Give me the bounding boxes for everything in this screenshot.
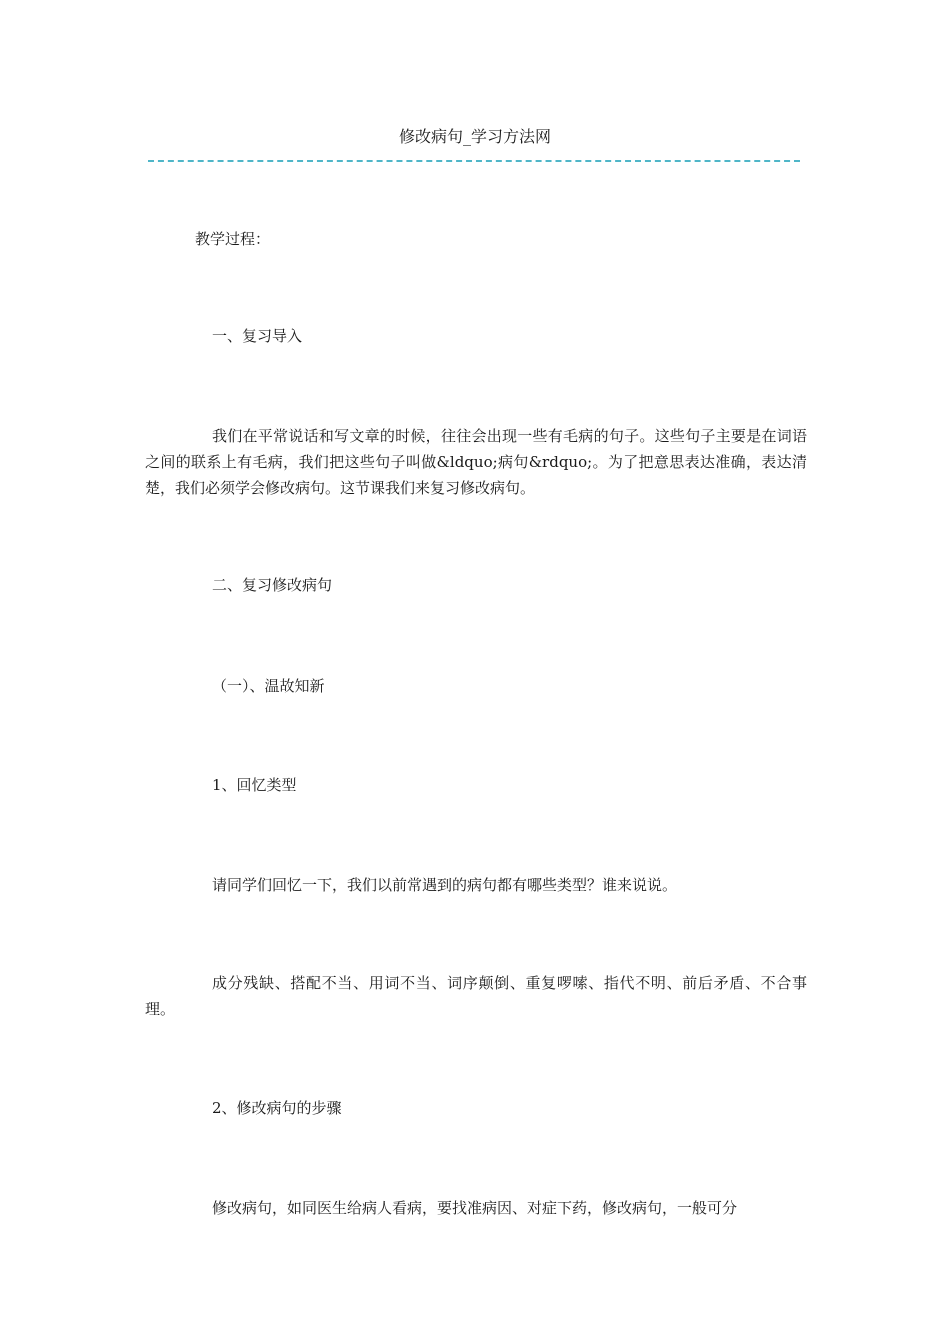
paragraph-error-types: 成分残缺、搭配不当、用词不当、词序颠倒、重复啰嗦、指代不明、前后矛盾、不合事理。 bbox=[145, 974, 807, 1018]
item-correction-steps: 2、修改病句的步骤 bbox=[212, 1099, 342, 1117]
paragraph-recall-question: 请同学们回忆一下，我们以前常遇到的病句都有哪些类型？谁来说说。 bbox=[212, 876, 678, 894]
document-title: 修改病句_学习方法网 bbox=[398, 127, 551, 146]
item-recall-types: 1、回忆类型 bbox=[212, 776, 297, 794]
section-label-teaching-process: 教学过程： bbox=[195, 230, 271, 248]
heading-review-correction: 二、复习修改病句 bbox=[212, 576, 333, 594]
subheading-review-old: （一）、温故知新 bbox=[212, 677, 325, 695]
paragraph-intro: 我们在平常说话和写文章的时候，往往会出现一些有毛病的句子。这些句子主要是在词语之间的联系上有毛病，我们把这些句子叫做&ldquo;病句&rdquo;。为了把意思表达准确，表达清楚，我们必须学会修改病句。这节课我们来复习修改病句。 bbox=[145, 427, 807, 497]
paragraph-correction-steps: 修改病句，如同医生给病人看病，要找准病因、对症下药，修改病句，一般可分 bbox=[212, 1199, 738, 1217]
heading-review-intro: 一、复习导入 bbox=[212, 327, 303, 345]
title-divider bbox=[148, 160, 800, 162]
